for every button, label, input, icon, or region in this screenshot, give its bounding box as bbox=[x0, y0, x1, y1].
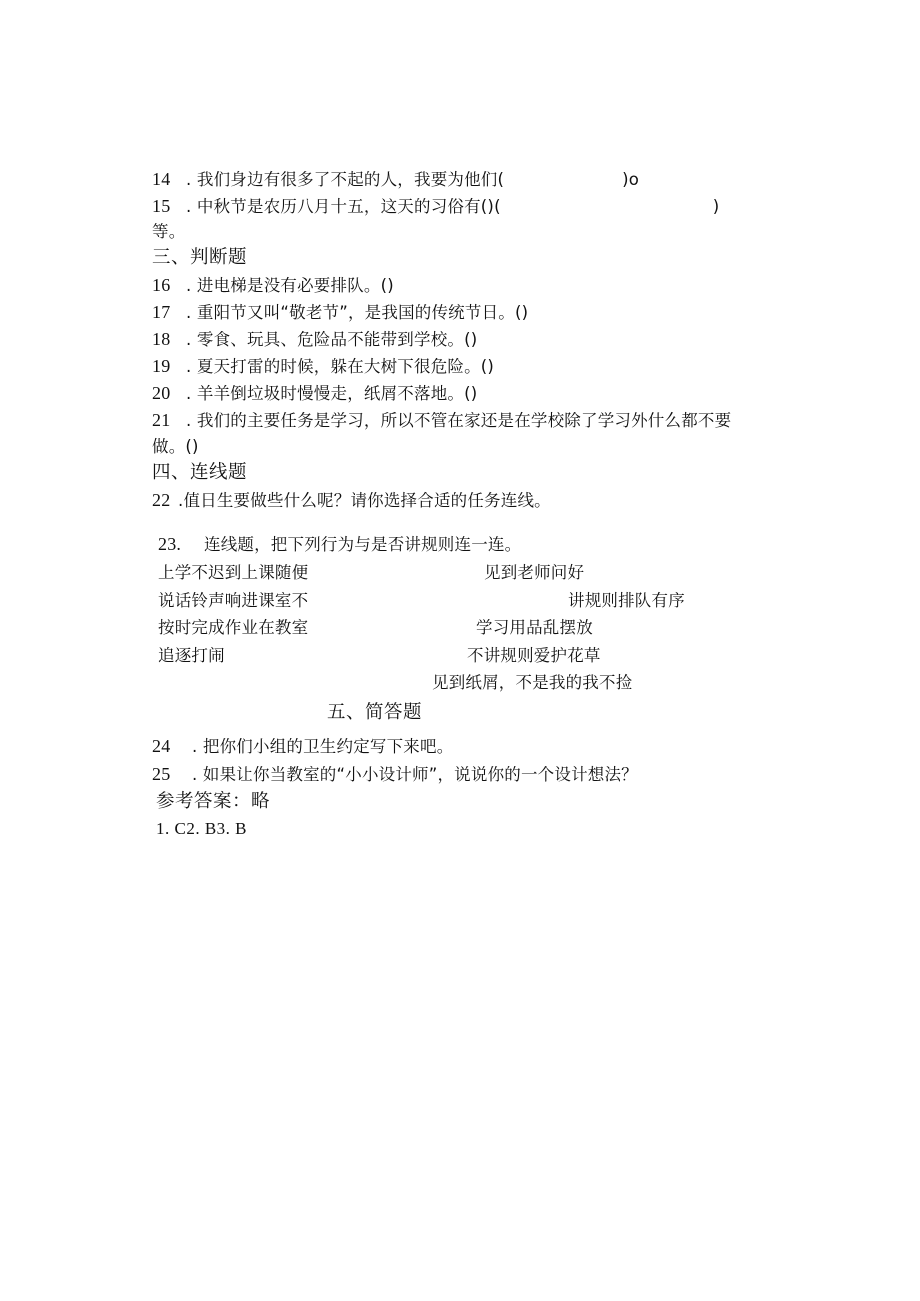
question-20 bbox=[152, 381, 477, 406]
question-number: 24 bbox=[152, 736, 171, 756]
question-end: )o bbox=[622, 170, 640, 189]
question-text: . 我们的主要任务是学习，所以不管在家还是在学校除了学习外什么都不要 bbox=[186, 411, 732, 430]
question-text: . 夏天打雷的时候，躲在大树下很危险。() bbox=[186, 357, 495, 376]
question-21-continuation: 做。() bbox=[152, 437, 199, 456]
question-21 bbox=[152, 408, 731, 433]
section-title-judgement: 三、判断题 bbox=[152, 247, 248, 268]
question-number: 19 bbox=[152, 356, 171, 376]
question-end: ) bbox=[712, 197, 720, 216]
question-14 bbox=[152, 167, 639, 192]
question-text: . 我们身边有很多了不起的人，我要为他们( bbox=[186, 170, 505, 189]
match-left-item[interactable]: 说话铃声响进课室不 bbox=[158, 591, 309, 610]
question-16 bbox=[152, 273, 394, 298]
question-number: 23. bbox=[158, 534, 182, 554]
question-text: . 进电梯是没有必要排队。() bbox=[186, 276, 394, 295]
question-text: 连线题，把下列行为与是否讲规则连一连。 bbox=[204, 535, 522, 554]
question-text: . 把你们小组的卫生约定写下来吧。 bbox=[192, 737, 454, 756]
question-number: 18 bbox=[152, 329, 171, 349]
question-number: 21 bbox=[152, 410, 171, 430]
question-15-continuation: 等。 bbox=[152, 222, 186, 241]
question-number: 22 bbox=[152, 490, 171, 510]
question-text: . 中秋节是农历八月十五，这天的习俗有()( bbox=[186, 197, 501, 216]
question-22 bbox=[152, 488, 551, 513]
match-left-item[interactable]: 按时完成作业在教室 bbox=[158, 618, 309, 637]
question-number: 14 bbox=[152, 169, 171, 189]
reference-answer-line: 1. C2. B3. B bbox=[156, 819, 248, 838]
question-text: . 零食、玩具、危险品不能带到学校。() bbox=[186, 330, 478, 349]
match-right-item[interactable]: 见到老师问好 bbox=[484, 563, 585, 582]
question-25 bbox=[152, 762, 638, 787]
reference-answer-title: 参考答案：略 bbox=[156, 791, 271, 812]
question-number: 25 bbox=[152, 764, 171, 784]
match-left-item[interactable]: 上学不迟到上课随便 bbox=[158, 563, 309, 582]
section-title-short-answer: 五、简答题 bbox=[327, 702, 423, 723]
match-right-item[interactable]: 见到纸屑，不是我的我不捡 bbox=[432, 673, 633, 692]
question-text: . 如果让你当教室的“小小设计师”，说说你的一个设计想法？ bbox=[192, 765, 638, 784]
question-23 bbox=[158, 532, 521, 557]
question-number: 16 bbox=[152, 275, 171, 295]
question-text: . 重阳节又叫“敬老节”，是我国的传统节日。() bbox=[186, 303, 529, 322]
question-number: 17 bbox=[152, 302, 171, 322]
question-24 bbox=[152, 734, 453, 759]
match-right-item[interactable]: 讲规则排队有序 bbox=[568, 591, 685, 610]
question-19 bbox=[152, 354, 494, 379]
question-text: .值日生要做些什么呢？请你选择合适的任务连线。 bbox=[178, 491, 551, 510]
question-15 bbox=[152, 194, 719, 219]
question-17 bbox=[152, 300, 528, 325]
section-title-matching: 四、连线题 bbox=[152, 462, 248, 483]
question-number: 20 bbox=[152, 383, 171, 403]
question-18 bbox=[152, 327, 477, 352]
match-right-item[interactable]: 学习用品乱摆放 bbox=[476, 618, 593, 637]
question-number: 15 bbox=[152, 196, 171, 216]
match-right-item[interactable]: 不讲规则爱护花草 bbox=[467, 646, 601, 665]
match-left-item[interactable]: 追逐打闹 bbox=[158, 646, 225, 665]
question-text: . 羊羊倒垃圾时慢慢走，纸屑不落地。() bbox=[186, 384, 478, 403]
